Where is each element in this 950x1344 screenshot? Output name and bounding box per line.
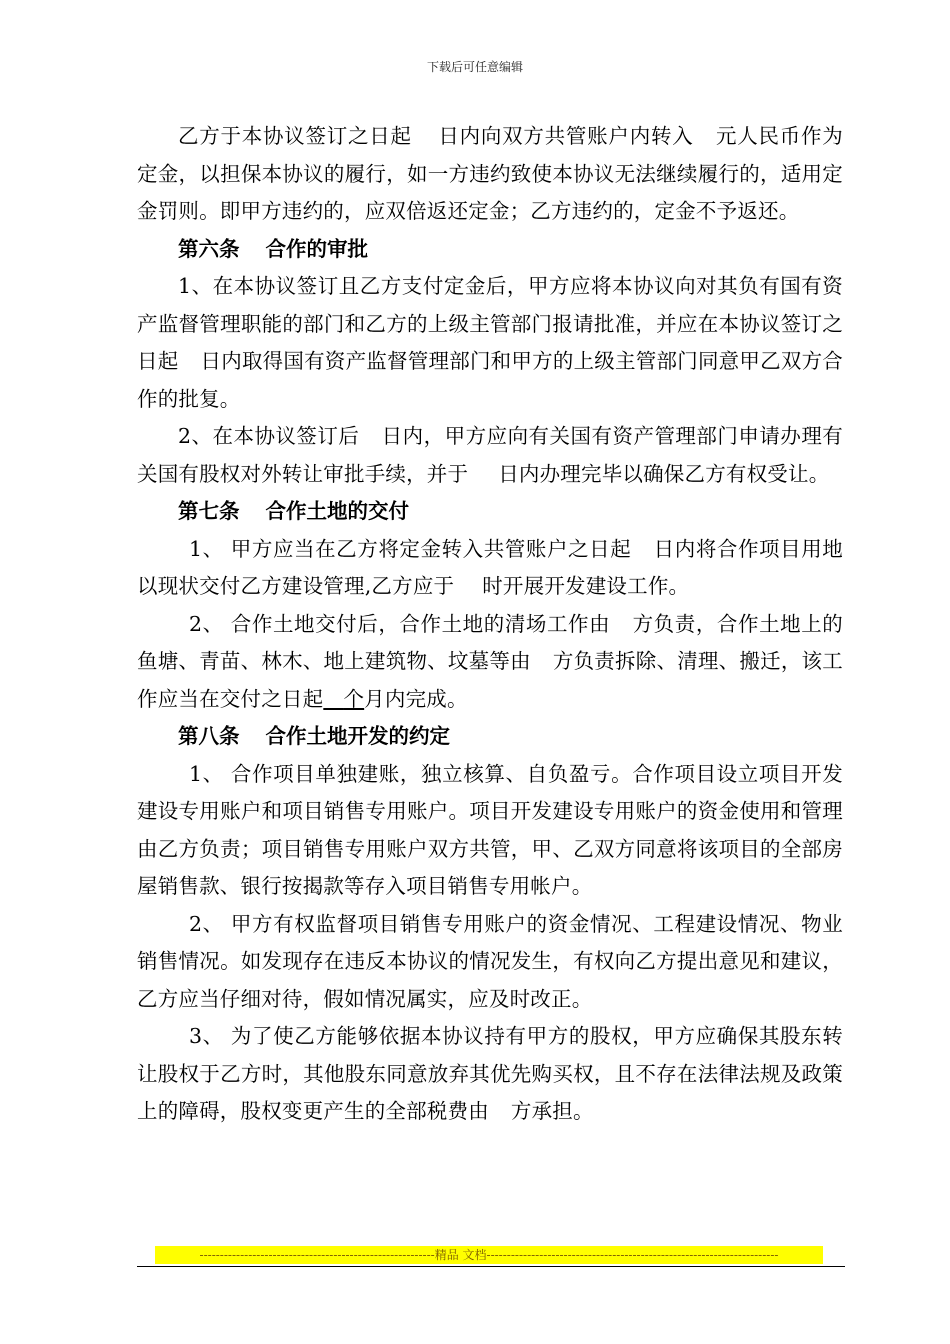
paragraph-deposit bbox=[137, 118, 843, 231]
article-8-clause-2: 2、 甲方有权监督项目销售专用账户的资金情况、工程建设情况、物业销售情况。如发现存在违反本协议的情况发生，有权向乙方提出意见和建议，乙方应当仔细对待，假如情况属实，应及时改正。 bbox=[137, 911, 843, 1011]
text-span: 日内将合作项目用地以现状交付乙方建设管理,乙方应于 bbox=[137, 536, 843, 598]
text-span: 方负责拆除、清理、搬迁，该工作应当在交付之日起 bbox=[137, 649, 843, 711]
document-body bbox=[137, 118, 843, 1131]
text-span: 元人民币作为定金，以担保本协议的履行，如一方违约致使本协议无法继续履行的，适用定金罚则。即甲方违约的，应双倍返还定金；乙方违约的，定金不予返还。 bbox=[137, 124, 844, 223]
article-7-heading bbox=[137, 493, 843, 531]
text-span: 1、 甲方应当在乙方将定金转入共管账户之日起 bbox=[189, 536, 632, 561]
text-span: 月内完成。 bbox=[364, 686, 468, 711]
underlined-blank bbox=[323, 687, 364, 711]
article-title: 合作的审批 bbox=[265, 236, 368, 261]
page-header: 下载后可任意编辑 bbox=[426, 60, 523, 74]
text-span: 方承担。 bbox=[510, 1099, 594, 1123]
text-span: 乙方于本协议签订之日起 bbox=[178, 124, 412, 148]
text-span: 日内向双方共管账户内转入 bbox=[437, 124, 694, 148]
text-span: 2、在本协议签订后 bbox=[178, 424, 360, 448]
text-span: 个 bbox=[343, 686, 365, 711]
article-title: 合作土地开发的约定 bbox=[265, 724, 450, 748]
article-title: 合作土地的交付 bbox=[265, 499, 409, 523]
article-number: 第六条 bbox=[178, 236, 240, 261]
article-number: 第八条 bbox=[178, 724, 240, 748]
article-8-clause-1: 1、 合作项目单独建账，独立核算、自负盈亏。合作项目设立项目开发建设专用账户和项目销售专用账户。项目开发建设专用账户的资金使用和管理由乙方负责；项目销售专用账户双方共管，甲、乙双方同意将该项目的全部房屋销售款、银行按揭款等存入项目销售专用帐户。 bbox=[137, 761, 843, 898]
article-6-clause-1 bbox=[137, 268, 843, 418]
article-7-clause-2 bbox=[137, 606, 843, 719]
article-7-clause-1 bbox=[137, 531, 843, 606]
article-8-clause-3 bbox=[137, 1018, 843, 1131]
article-6-clause-2 bbox=[137, 418, 843, 493]
text-span: 日内办理完毕以确保乙方有权受让。 bbox=[498, 461, 830, 486]
text-span: 方负责，合作土地上的鱼塘、青苗、林木、地上建筑物、坟墓等由 bbox=[137, 611, 844, 673]
article-8-heading bbox=[137, 718, 843, 756]
text-span: 1、在本协议签订且乙方支付定金后，甲方应将本协议向对其负有国有资产监督管理职能的部门和乙方的上级主管部门报请批准，并应在本协议签订之日起 bbox=[137, 274, 843, 373]
text-span: 3、 为了使乙方能够依据本协议持有甲方的股权，甲方应确保其股东转让股权于乙方时，其他股东同意放弃其优先购买权，且不存在法律法规及政策上的障碍，股权变更产生的全部税费由 bbox=[137, 1024, 843, 1123]
text-span: 时开展开发建设工作。 bbox=[482, 574, 690, 598]
footer-divider bbox=[137, 1266, 845, 1267]
text-span: 日内，甲方应向有关国有资产管理部门申请办理有关国有股权对外转让审批手续，并于 bbox=[137, 424, 843, 486]
article-6-heading bbox=[137, 231, 843, 269]
text-span: 日内取得国有资产监督管理部门和甲方的上级主管部门同意甲乙双方合作的批复。 bbox=[137, 349, 844, 411]
page-footer-banner: ----------------------------------------------------------精品 文档------------------------------------------------------------------------ bbox=[155, 1246, 823, 1264]
article-number: 第七条 bbox=[178, 499, 240, 523]
text-span: 2、 合作土地交付后，合作土地的清场工作由 bbox=[189, 611, 611, 636]
